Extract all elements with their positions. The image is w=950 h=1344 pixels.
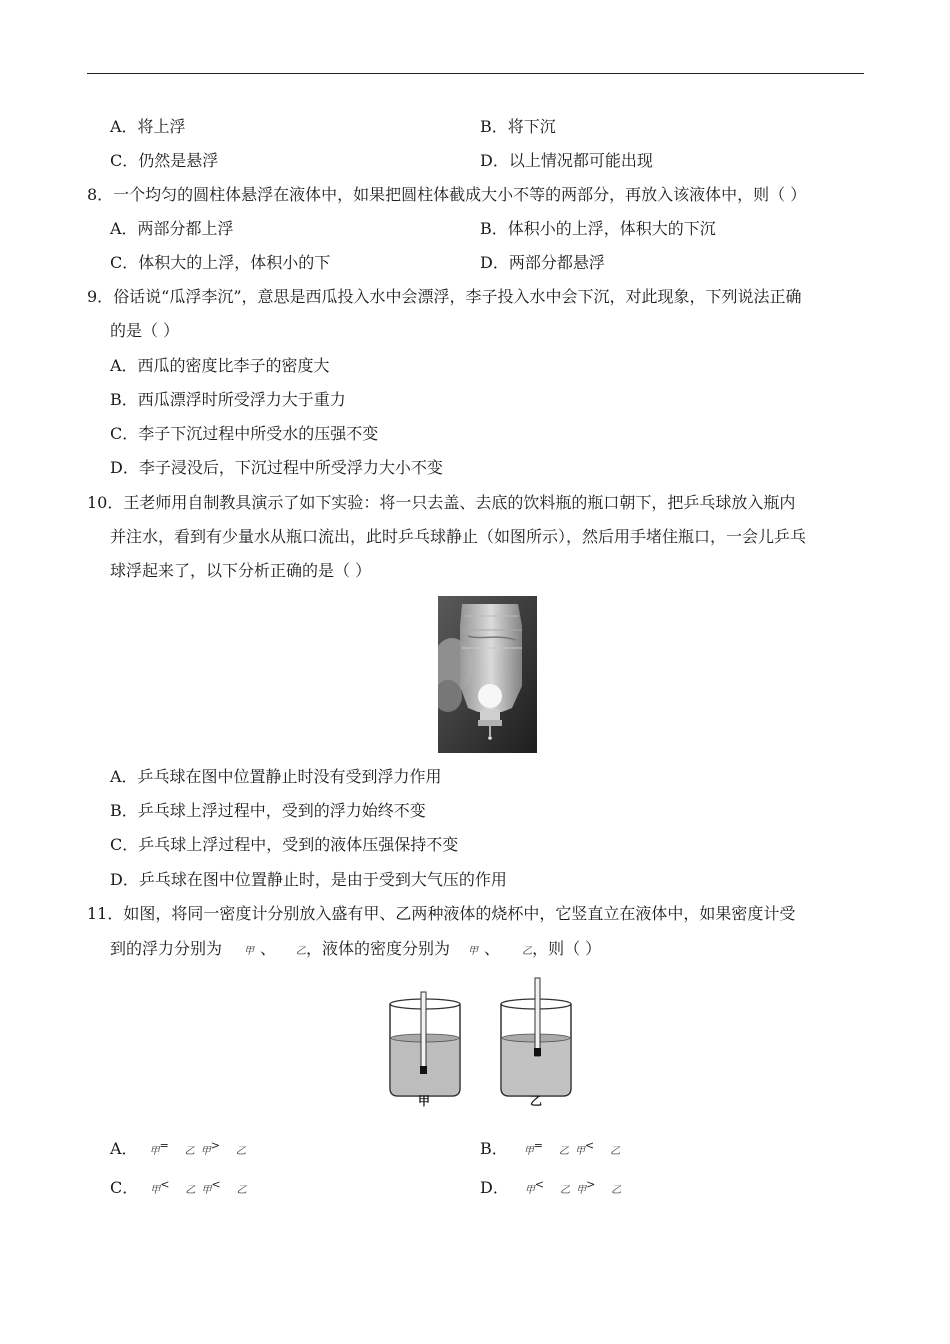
q11-b-sub-4: 乙 [610, 1146, 621, 1157]
header-rule [87, 73, 864, 74]
q11-a-sub-3: 甲 [200, 1146, 211, 1157]
q11-option-a-label: A． [110, 1139, 138, 1158]
q11-b-sub-2: 乙 [558, 1146, 569, 1157]
q11-option-c[interactable] [110, 1174, 247, 1202]
q10-option-a[interactable]: A．乒乓球在图中位置静止时没有受到浮力作用 [110, 767, 442, 786]
q7-option-b[interactable]: B．将下沉 [480, 117, 556, 136]
q11-option-d-label: D． [480, 1178, 509, 1197]
q11-c-op-2: < [211, 1178, 221, 1191]
q11-d-sub-4: 乙 [611, 1185, 622, 1196]
q11-a-op-1: = [159, 1139, 169, 1152]
q8-option-d[interactable]: D．两部分都悬浮 [480, 253, 605, 272]
q11-option-a[interactable] [110, 1135, 246, 1163]
q11-option-b[interactable] [480, 1135, 620, 1163]
q11-stem-text-d: 、 [484, 939, 501, 958]
q10-stem-line-1: 10．王老师用自制教具演示了如下实验：将一只去盖、去底的饮料瓶的瓶口朝下，把乒乓球放入瓶内 [87, 493, 796, 512]
q9-option-b[interactable]: B．西瓜漂浮时所受浮力大于重力 [110, 390, 346, 409]
q7-option-c[interactable]: C．仍然是悬浮 [110, 151, 219, 170]
q11-b-op-1: = [533, 1139, 543, 1152]
q11-a-sub-1: 甲 [149, 1146, 160, 1157]
q8-stem: 8．一个均匀的圆柱体悬浮在液体中，如果把圆柱体截成大小不等的两部分，再放入该液体中，则（ ） [87, 185, 807, 204]
q11-c-sub-1: 甲 [150, 1185, 161, 1196]
q11-b-sub-1: 甲 [523, 1146, 534, 1157]
q9-stem-line-1: 9．俗话说“瓜浮李沉”，意思是西瓜投入水中会漂浮，李子投入水中会下沉，对此现象，下列说法正确 [87, 287, 802, 306]
q11-d-sub-2: 乙 [560, 1185, 571, 1196]
q11-c-op-1: < [160, 1178, 170, 1191]
q11-a-sub-2: 乙 [184, 1146, 195, 1157]
q11-d-sub-1: 甲 [524, 1185, 535, 1196]
q11-c-sub-3: 甲 [201, 1185, 212, 1196]
q11-option-c-label: C． [110, 1178, 139, 1197]
q7-option-a[interactable]: A．将上浮 [110, 117, 186, 136]
q8-option-a[interactable]: A．两部分都上浮 [110, 219, 234, 238]
q9-stem-line-2: 的是（ ） [110, 321, 180, 340]
q7-option-d[interactable]: D．以上情况都可能出现 [480, 151, 653, 170]
q11-c-sub-4: 乙 [236, 1185, 247, 1196]
q11-d-op-2: > [586, 1178, 596, 1191]
bottle-experiment-photo [438, 596, 537, 753]
q11-sub-yi: 乙 [296, 946, 307, 957]
q10-stem-line-3: 球浮起来了，以下分析正确的是（ ） [110, 561, 372, 580]
q10-option-d[interactable]: D．乒乓球在图中位置静止时，是由于受到大气压的作用 [110, 870, 507, 889]
q10-option-c[interactable]: C．乒乓球上浮过程中，受到的液体压强保持不变 [110, 835, 459, 854]
q11-sub-jia-2: 甲 [468, 946, 479, 957]
q11-b-op-2: < [584, 1139, 595, 1152]
q11-stem-text-e: ，则（ ） [532, 939, 602, 958]
beaker-label-yi: 乙 [530, 1094, 543, 1108]
q10-stem-line-2: 并注水，看到有少量水从瓶口流出，此时乒乓球静止（如图所示），然后用手堵住瓶口，一会儿乒乓 [110, 527, 807, 546]
q9-option-c[interactable]: C．李子下沉过程中所受水的压强不变 [110, 424, 379, 443]
q11-d-op-1: < [534, 1178, 545, 1191]
q11-a-op-2: > [210, 1139, 220, 1152]
beaker-label-jia: 甲 [418, 1094, 431, 1108]
q10-option-b[interactable]: B．乒乓球上浮过程中，受到的浮力始终不变 [110, 801, 426, 820]
q9-option-d[interactable]: D．李子浸没后，下沉过程中所受浮力大小不变 [110, 458, 443, 477]
q11-b-sub-3: 甲 [574, 1146, 585, 1157]
q8-option-b[interactable]: B．体积小的上浮，体积大的下沉 [480, 219, 716, 238]
q11-stem-text-c: ，液体的密度分别为 [306, 939, 451, 958]
q11-stem-text-b: 、 [260, 939, 277, 958]
q11-option-d[interactable] [480, 1174, 621, 1202]
q11-a-sub-4: 乙 [236, 1146, 246, 1157]
q11-option-b-label: B． [480, 1139, 508, 1158]
q11-stem-line-2 [110, 938, 601, 963]
q11-sub-jia: 甲 [244, 946, 255, 957]
q11-stem-line-1: 11．如图，将同一密度计分别放入盛有甲、乙两种液体的烧杯中，它竖直立在液体中，如果密度计受 [87, 904, 796, 923]
hydrometer-beakers-figure [384, 976, 574, 1111]
q9-option-a[interactable]: A．西瓜的密度比李子的密度大 [110, 356, 330, 375]
q11-c-sub-2: 乙 [185, 1185, 196, 1196]
q8-option-c[interactable]: C．体积大的上浮，体积小的下 [110, 253, 331, 272]
q11-stem-text-a: 到的浮力分别为 [110, 939, 223, 958]
q11-sub-yi-2: 乙 [522, 946, 533, 957]
q11-d-sub-3: 甲 [576, 1185, 587, 1196]
